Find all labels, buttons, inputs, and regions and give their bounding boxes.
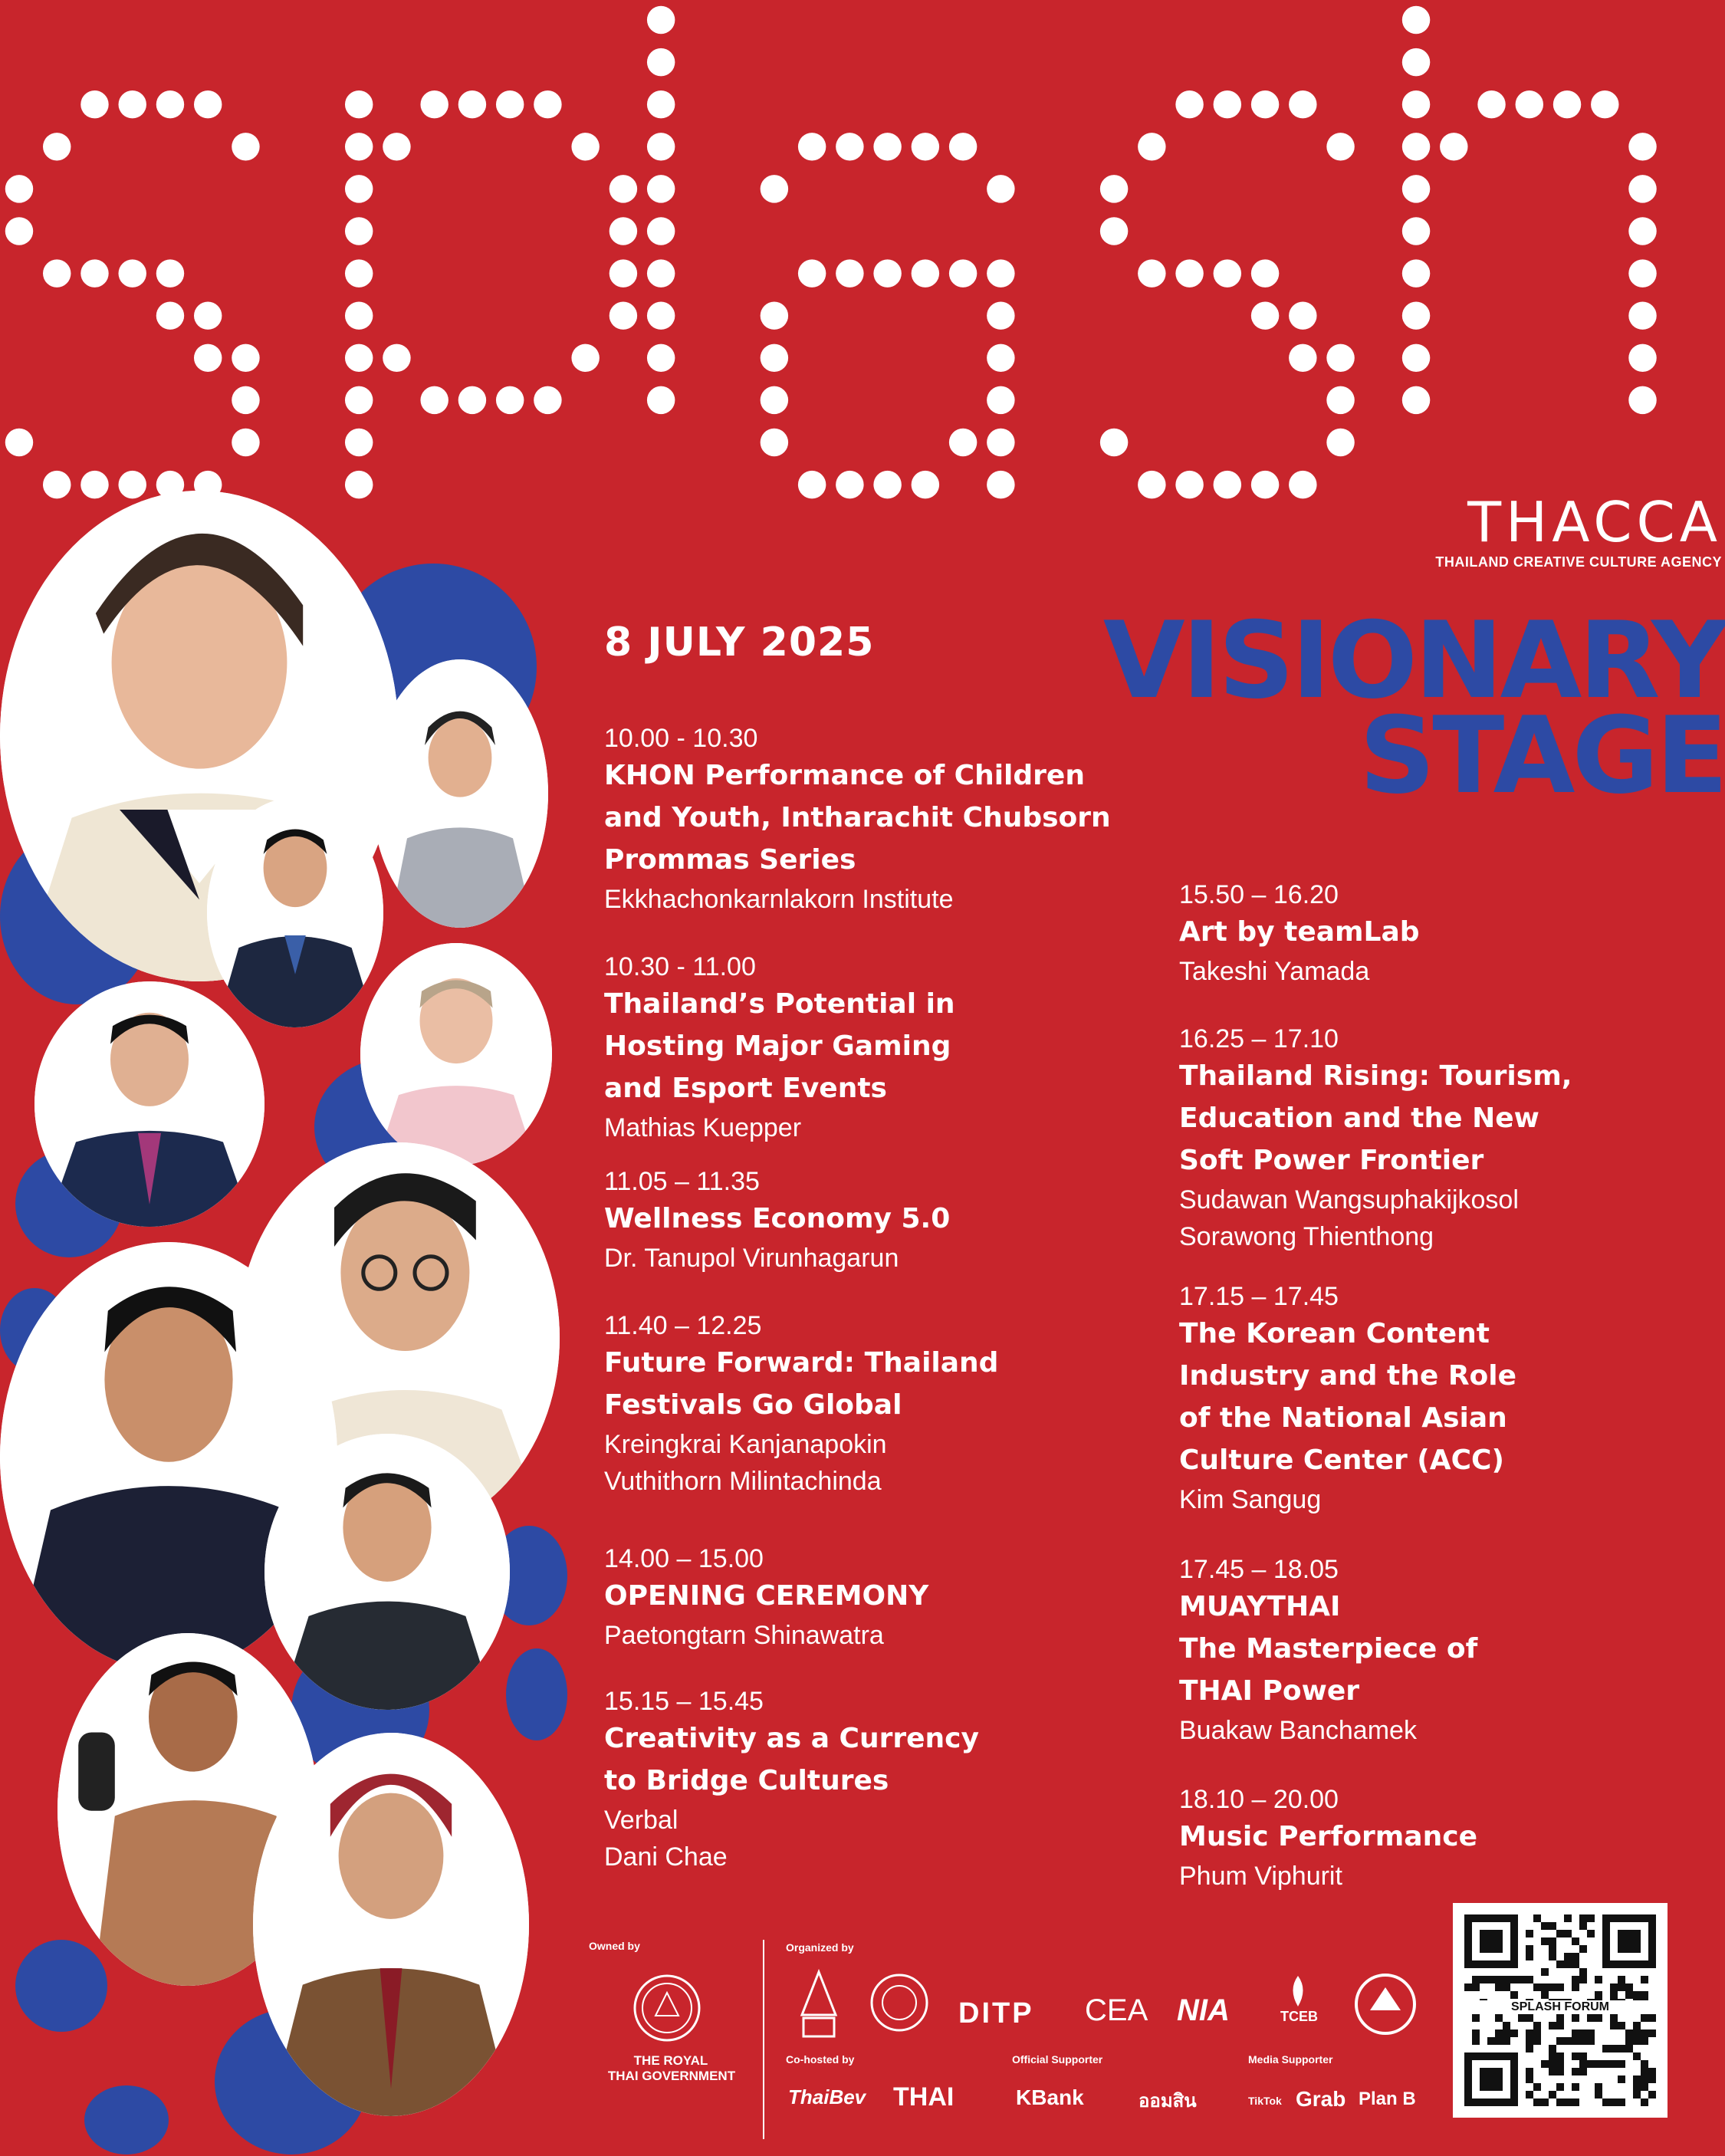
wordmark-dot xyxy=(1402,48,1430,76)
session-speaker: Dr. Tanupol Virunhagarun xyxy=(604,1244,899,1273)
wordmark-dot xyxy=(194,301,222,329)
wordmark-dot xyxy=(987,259,1014,287)
owned-by-label: Owned by xyxy=(589,1940,640,1952)
agency-name: THACCA xyxy=(1467,490,1722,554)
wordmark-dot xyxy=(1628,259,1656,287)
session-speaker: Kim Sangug xyxy=(1179,1485,1322,1514)
session-title-line: Festivals Go Global xyxy=(604,1389,902,1421)
session-block xyxy=(1179,1280,1725,1518)
owner-name-line2: THAI GOVERNMENT xyxy=(607,2069,736,2083)
wordmark-dot xyxy=(1289,471,1316,498)
session-speaker: Sudawan Wangsuphakijkosol xyxy=(1179,1185,1519,1214)
cea-logo: CEA xyxy=(1085,1993,1148,2027)
session-speaker: Ekkhachonkarnlakorn Institute xyxy=(604,885,954,914)
wordmark-dot xyxy=(761,344,788,372)
session-speaker: Vuthithorn Milintachinda xyxy=(604,1467,882,1496)
session-time: 17.15 – 17.45 xyxy=(1179,1282,1339,1311)
wordmark-dot xyxy=(156,259,184,287)
session-block xyxy=(604,951,1156,1146)
wordmark-dot xyxy=(534,386,561,414)
university-seal-emblem xyxy=(1353,1972,1418,2037)
session-block xyxy=(1179,1553,1725,1749)
wordmark-dot xyxy=(118,471,146,498)
session-speaker: Kreingkrai Kanjanapokin xyxy=(604,1430,887,1459)
wordmark-dot xyxy=(836,133,863,160)
wordmark-dot xyxy=(1175,259,1203,287)
wordmark-dot xyxy=(118,90,146,118)
wordmark-dot xyxy=(345,90,373,118)
session-block xyxy=(1179,879,1725,990)
wordmark-dot xyxy=(798,259,826,287)
session-time: 14.00 – 15.00 xyxy=(604,1544,764,1573)
session-title-line: Culture Center (ACC) xyxy=(1179,1444,1504,1476)
wordmark-dot xyxy=(1326,429,1354,456)
wordmark-dot xyxy=(647,386,675,414)
wordmark-dot xyxy=(912,259,939,287)
session-time: 10.30 - 11.00 xyxy=(604,952,756,981)
speaker-photo xyxy=(34,981,264,1227)
wordmark-dot xyxy=(1138,259,1165,287)
wordmark-dot xyxy=(118,259,146,287)
session-title-line: THAI Power xyxy=(1179,1675,1360,1707)
organized-by-label: Organized by xyxy=(786,1941,854,1954)
thai-airways-logo: THAI xyxy=(893,2082,955,2112)
wordmark-dot xyxy=(761,175,788,202)
session-speaker: Takeshi Yamada xyxy=(1179,957,1370,986)
wordmark-dot xyxy=(194,344,222,372)
sponsor-footer xyxy=(583,1932,1426,2147)
wordmark-dot xyxy=(647,133,675,160)
speaker-photo xyxy=(372,659,548,928)
wordmark-dot xyxy=(1214,90,1241,118)
splash-wordmark xyxy=(0,0,1725,552)
wordmark-dot xyxy=(647,175,675,202)
wordmark-dot xyxy=(1138,133,1165,160)
session-block xyxy=(604,722,1156,918)
session-title-line: Thailand Rising: Tourism, xyxy=(1179,1060,1572,1092)
wordmark-dot xyxy=(987,175,1014,202)
wordmark-dot xyxy=(912,471,939,498)
wordmark-dot xyxy=(345,259,373,287)
wordmark-dot xyxy=(949,133,977,160)
wordmark-dot xyxy=(1402,217,1430,245)
wordmark-dot xyxy=(1326,133,1354,160)
decor-bubble xyxy=(15,1940,107,2032)
session-speaker: Mathias Kuepper xyxy=(604,1113,802,1142)
wordmark-dot xyxy=(987,471,1014,498)
session-title-line: to Bridge Cultures xyxy=(604,1765,889,1796)
session-title-line: Wellness Economy 5.0 xyxy=(604,1203,951,1234)
wordmark-dot xyxy=(873,259,901,287)
session-title-line: Music Performance xyxy=(1179,1821,1477,1852)
wordmark-dot xyxy=(1214,471,1241,498)
session-title-line: Education and the New xyxy=(1179,1103,1539,1134)
thacca-logo xyxy=(1385,490,1722,570)
footer-divider xyxy=(763,1940,764,2139)
session-speaker: Paetongtarn Shinawatra xyxy=(604,1621,884,1650)
wordmark-dot xyxy=(1553,90,1581,118)
speaker-photo xyxy=(264,1434,510,1710)
session-block xyxy=(604,1310,1156,1500)
session-title-line: Art by teamLab xyxy=(1179,916,1420,948)
session-title-line: KHON Performance of Children xyxy=(604,760,1085,791)
wordmark-dot xyxy=(1628,175,1656,202)
wordmark-dot xyxy=(571,344,599,372)
session-block xyxy=(604,1543,1156,1654)
co-hosted-by-label: Co-hosted by xyxy=(786,2053,855,2066)
wordmark-dot xyxy=(610,217,637,245)
wordmark-dot xyxy=(43,471,71,498)
wordmark-dot xyxy=(345,301,373,329)
wordmark-dot xyxy=(80,90,108,118)
session-time: 15.15 – 15.45 xyxy=(604,1687,764,1716)
wordmark-dot xyxy=(80,471,108,498)
session-title-line: Prommas Series xyxy=(604,844,856,876)
wordmark-dot xyxy=(458,90,486,118)
stage-title-line1: VISIONARY xyxy=(1102,599,1725,722)
wordmark-dot xyxy=(647,48,675,76)
session-title-line: Hosting Major Gaming xyxy=(604,1030,951,1062)
wordmark-dot xyxy=(1100,175,1128,202)
wordmark-dot xyxy=(610,301,637,329)
session-title-line: Soft Power Frontier xyxy=(1179,1145,1484,1176)
grab-logo: Grab xyxy=(1296,2087,1346,2111)
wordmark-dot xyxy=(1100,217,1128,245)
wordmark-dot xyxy=(1402,133,1430,160)
session-title-line: MUAYTHAI xyxy=(1179,1591,1341,1622)
wordmark-dot xyxy=(647,259,675,287)
wordmark-dot xyxy=(912,133,939,160)
wordmark-dot xyxy=(1175,471,1203,498)
wordmark-dot xyxy=(383,344,410,372)
wordmark-dot xyxy=(610,175,637,202)
wordmark-dot xyxy=(798,133,826,160)
wordmark-dot xyxy=(1326,386,1354,414)
nia-logo: NIA xyxy=(1177,1993,1230,2027)
session-title-line: The Masterpiece of xyxy=(1179,1633,1478,1665)
session-title-line: of the National Asian xyxy=(1179,1402,1507,1434)
wordmark-dot xyxy=(1289,301,1316,329)
session-time: 15.50 – 16.20 xyxy=(1179,880,1339,909)
wordmark-dot xyxy=(647,344,675,372)
decor-bubble xyxy=(506,1648,567,1740)
wordmark-dot xyxy=(420,90,448,118)
wordmark-dot xyxy=(610,259,637,287)
wordmark-dot xyxy=(987,344,1014,372)
wordmark-dot xyxy=(987,301,1014,329)
wordmark-dot xyxy=(156,90,184,118)
wordmark-dot xyxy=(345,175,373,202)
wordmark-dot xyxy=(1402,175,1430,202)
wordmark-dot xyxy=(1251,259,1279,287)
tiktok-logo: TikTok xyxy=(1248,2095,1282,2107)
event-date: 8 JULY 2025 xyxy=(604,620,875,666)
wordmark-dot xyxy=(156,301,184,329)
ministry-of-culture-emblem xyxy=(796,1969,842,2046)
session-title-line: and Esport Events xyxy=(604,1073,887,1104)
wordmark-dot xyxy=(1100,429,1128,456)
wordmark-dot xyxy=(949,259,977,287)
wordmark-dot xyxy=(1477,90,1505,118)
wordmark-dot xyxy=(647,6,675,34)
wordmark-dot xyxy=(496,386,524,414)
session-block xyxy=(1179,1023,1725,1255)
wordmark-dot xyxy=(761,301,788,329)
wordmark-dot xyxy=(1516,90,1543,118)
session-title-line: Thailand’s Potential in xyxy=(604,988,955,1020)
wordmark-dot xyxy=(345,429,373,456)
wordmark-dot xyxy=(873,471,901,498)
tceb-flame-icon xyxy=(1286,1974,1309,2008)
session-block xyxy=(1179,1783,1725,1895)
qr-label: SPLASH FORUM xyxy=(1453,2000,1668,2014)
wordmark-dot xyxy=(345,386,373,414)
speaker-photo xyxy=(360,943,552,1165)
wordmark-dot xyxy=(1628,301,1656,329)
wordmark-dot xyxy=(836,259,863,287)
session-title-line: OPENING CEREMONY xyxy=(604,1580,929,1612)
planb-logo: Plan B xyxy=(1359,2089,1416,2109)
wordmark-dot xyxy=(43,133,71,160)
wordmark-dot xyxy=(1402,301,1430,329)
wordmark-dot xyxy=(80,259,108,287)
kbank-logo: KBank xyxy=(1016,2085,1084,2109)
wordmark-dot xyxy=(1175,90,1203,118)
wordmark-dot xyxy=(232,386,259,414)
session-title-line: and Youth, Intharachit Chubsorn xyxy=(604,802,1111,833)
wordmark-dot xyxy=(873,133,901,160)
wordmark-dot xyxy=(345,133,373,160)
wordmark-dot xyxy=(1251,90,1279,118)
session-speaker: Sorawong Thienthong xyxy=(1179,1222,1434,1251)
wordmark-dot xyxy=(987,386,1014,414)
wordmark-dot xyxy=(5,217,33,245)
thaibev-logo: ThaiBev xyxy=(788,2085,866,2108)
session-speaker: Dani Chae xyxy=(604,1842,728,1872)
wordmark-dot xyxy=(647,301,675,329)
official-supporter-label: Official Supporter xyxy=(1012,2053,1103,2066)
wordmark-dot xyxy=(1402,6,1430,34)
session-block xyxy=(604,1165,1156,1277)
session-title-line: The Korean Content xyxy=(1179,1318,1490,1349)
wordmark-dot xyxy=(571,133,599,160)
wordmark-dot xyxy=(647,90,675,118)
wordmark-dot xyxy=(1402,259,1430,287)
session-time: 10.00 - 10.30 xyxy=(604,724,758,753)
wordmark-dot xyxy=(1251,301,1279,329)
session-time: 16.25 – 17.10 xyxy=(1179,1024,1339,1053)
session-title-line: Creativity as a Currency xyxy=(604,1723,979,1754)
wordmark-dot xyxy=(232,429,259,456)
wordmark-dot xyxy=(1138,471,1165,498)
wordmark-dot xyxy=(345,471,373,498)
session-title-line: Future Forward: Thailand xyxy=(604,1347,999,1379)
wordmark-dot xyxy=(1628,133,1656,160)
wordmark-dot xyxy=(5,429,33,456)
wordmark-dot xyxy=(345,344,373,372)
wordmark-dot xyxy=(1289,344,1316,372)
wordmark-dot xyxy=(1402,90,1430,118)
wordmark-dot xyxy=(761,386,788,414)
wordmark-dot xyxy=(496,90,524,118)
gsb-logo: ออมสิน xyxy=(1138,2091,1197,2112)
wordmark-dot xyxy=(43,259,71,287)
speaker-photo xyxy=(207,797,383,1027)
ditp-logo: DITP xyxy=(958,1997,1034,2029)
session-speaker: Verbal xyxy=(604,1806,678,1835)
session-time: 11.05 – 11.35 xyxy=(604,1167,760,1196)
wordmark-dot xyxy=(1628,344,1656,372)
wordmark-dot xyxy=(798,471,826,498)
wordmark-dot xyxy=(761,429,788,456)
session-time: 11.40 – 12.25 xyxy=(604,1311,762,1340)
wordmark-dot xyxy=(836,471,863,498)
wordmark-dot xyxy=(1628,217,1656,245)
wordmark-dot xyxy=(1326,344,1354,372)
wordmark-dot xyxy=(534,90,561,118)
qr-code[interactable] xyxy=(1453,1903,1668,2118)
wordmark-dot xyxy=(458,386,486,414)
agency-full-name: THAILAND CREATIVE CULTURE AGENCY xyxy=(1435,554,1722,570)
session-time: 18.10 – 20.00 xyxy=(1179,1785,1339,1814)
session-time: 17.45 – 18.05 xyxy=(1179,1555,1339,1584)
wordmark-dot xyxy=(1402,386,1430,414)
session-title-line: Industry and the Role xyxy=(1179,1360,1517,1392)
wordmark-dot xyxy=(383,133,410,160)
media-supporter-label: Media Supporter xyxy=(1248,2053,1333,2066)
organizer-seal-emblem xyxy=(869,1972,930,2033)
wordmark-dot xyxy=(1440,133,1467,160)
wordmark-dot xyxy=(1628,386,1656,414)
wordmark-dot xyxy=(194,90,222,118)
wordmark-dot xyxy=(420,386,448,414)
wordmark-dot xyxy=(987,429,1014,456)
wordmark-dot xyxy=(345,217,373,245)
stage-title-line2: STAGE xyxy=(1359,694,1725,818)
wordmark-dot xyxy=(232,133,259,160)
wordmark-dot xyxy=(232,344,259,372)
wordmark-dot xyxy=(1289,90,1316,118)
tceb-logo: TCEB xyxy=(1280,2009,1318,2024)
decor-bubble xyxy=(84,2085,169,2154)
wordmark-dot xyxy=(1402,344,1430,372)
wordmark-dot xyxy=(647,217,675,245)
wordmark-dot xyxy=(1214,259,1241,287)
session-speaker: Buakaw Banchamek xyxy=(1179,1716,1417,1745)
wordmark-dot xyxy=(1251,471,1279,498)
wordmark-dot xyxy=(5,175,33,202)
session-speaker: Phum Viphurit xyxy=(1179,1862,1342,1891)
wordmark-dot xyxy=(1591,90,1618,118)
wordmark-dot xyxy=(949,429,977,456)
speaker-photo xyxy=(253,1733,529,2116)
royal-thai-government-emblem xyxy=(632,1974,702,2043)
session-block xyxy=(604,1685,1156,1875)
owner-name-line1: THE ROYAL xyxy=(633,2053,708,2068)
